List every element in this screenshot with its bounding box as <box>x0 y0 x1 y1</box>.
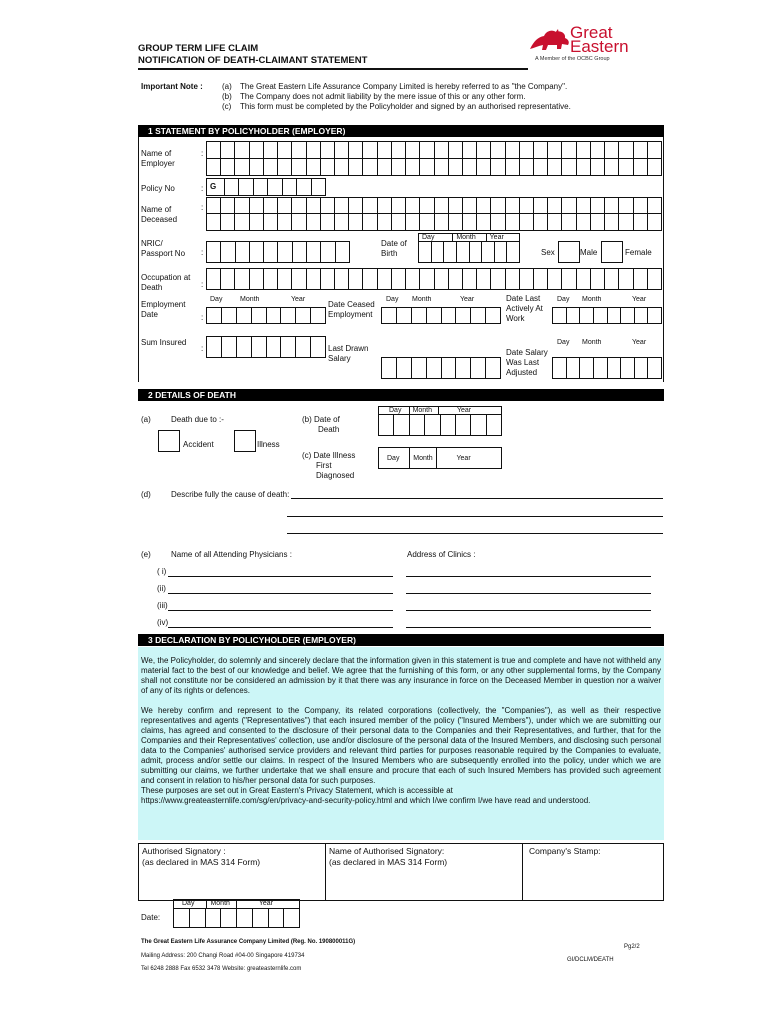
colon: : <box>201 280 204 289</box>
salary-adjusted-header <box>552 339 662 353</box>
colon: : <box>201 203 204 212</box>
day-label: Day <box>182 900 195 907</box>
month-label: Month <box>409 407 438 415</box>
month-label: Month <box>582 339 602 346</box>
sex-label: Sex <box>541 248 555 257</box>
occupation-field[interactable] <box>206 268 662 290</box>
last-salary-l2: Salary <box>328 354 351 363</box>
dob-field[interactable] <box>418 241 520 263</box>
physician-name-line-4[interactable] <box>168 627 393 628</box>
month-label: Month <box>582 296 602 303</box>
day-label: Day <box>557 296 570 303</box>
year-label: Year <box>632 339 647 346</box>
diag-l3: Diagnosed <box>316 471 355 480</box>
deceased-name-row2[interactable] <box>206 213 662 231</box>
footer-company: The Great Eastern Life Assurance Company Limited (Reg. No. 190800011G) <box>141 939 356 945</box>
salary-adjusted-label <box>506 348 548 378</box>
physician-row-1-marker: ( i) <box>157 567 167 576</box>
policy-label: Policy No <box>141 184 175 193</box>
colon: : <box>201 344 204 353</box>
year-label: Year <box>236 900 299 909</box>
occupation-label-l1: Occupation at <box>141 273 191 282</box>
employment-date-field[interactable] <box>206 307 326 324</box>
physician-name-line-1[interactable] <box>168 576 393 577</box>
day-label: Day <box>557 339 570 346</box>
sum-insured-label: Sum Insured <box>141 338 187 347</box>
footer-page: Pg2/2 <box>624 944 640 950</box>
company-stamp-box[interactable] <box>522 843 664 901</box>
declaration-panel <box>138 647 664 840</box>
last-salary-label <box>328 344 368 364</box>
clinic-address-line-4[interactable] <box>406 627 651 628</box>
date-of-death-field[interactable] <box>378 414 502 436</box>
company-stamp-label: Company's Stamp: <box>529 846 601 856</box>
deceased-label <box>141 205 177 225</box>
signatory-name-note: (as declared in MAS 314 Form) <box>329 857 448 867</box>
year-label: Year <box>460 296 475 303</box>
section2-header: 2 DETAILS OF DEATH <box>138 389 664 401</box>
salary-adj-l3: Adjusted <box>506 368 538 377</box>
authorised-signatory-note: (as declared in MAS 314 Form) <box>142 857 261 867</box>
note-c-text: This form must be completed by the Policyholder and signed by an authorised representative. <box>240 102 571 111</box>
e-marker: (e) <box>141 550 151 559</box>
deceased-name-row1[interactable] <box>206 197 662 214</box>
cause-label: Describe fully the cause of death: <box>171 490 290 499</box>
date-last-active-field[interactable] <box>552 307 662 324</box>
brand-name-line2: Eastern <box>570 37 629 56</box>
dob-label-l1: Date of <box>381 239 407 248</box>
note-a-text: The Great Eastern Life Assurance Company Limited is hereby referred to as "the Company". <box>240 82 568 91</box>
section3-header: 3 DECLARATION BY POLICYHOLDER (EMPLOYER) <box>138 634 664 646</box>
salary-adjusted-field[interactable] <box>552 357 662 379</box>
colon: : <box>201 313 204 322</box>
employment-label-l2: Date <box>141 310 158 319</box>
physician-name-line-2[interactable] <box>168 593 393 594</box>
illness-diagnosed-label <box>302 451 355 481</box>
clinic-address-line-2[interactable] <box>406 593 651 594</box>
employer-name-row1[interactable] <box>206 141 662 159</box>
deceased-label-l1: Name of <box>141 205 172 214</box>
employer-label-l2: Employer <box>141 159 175 168</box>
signatory-name-label: Name of Authorised Signatory: <box>329 846 445 856</box>
year-label: Year <box>486 234 519 242</box>
footer-address: Mailing Address: 200 Changi Road #04-00 Singapore 419734 <box>141 953 305 959</box>
date-of-death-label <box>302 415 340 435</box>
a-marker: (a) <box>141 415 151 424</box>
nric-label-l1: NRIC/ <box>141 239 163 248</box>
accident-checkbox[interactable] <box>158 430 180 452</box>
illness-checkbox[interactable] <box>234 430 256 452</box>
illness-diagnosed-field[interactable] <box>378 447 502 469</box>
dod-l1: (b) Date of <box>302 415 340 424</box>
nric-label-l2: Passport No <box>141 249 186 258</box>
d-marker: (d) <box>141 490 151 499</box>
female-label: Female <box>625 248 652 257</box>
nric-label <box>141 239 185 259</box>
declaration-para-3a: These purposes are set out in Great Eastern's Privacy Statement, which is accessible at <box>141 786 453 795</box>
lion-icon <box>528 27 572 55</box>
title-underline <box>138 68 528 70</box>
note-b-marker: (b) <box>222 92 232 101</box>
day-label: Day <box>210 296 223 303</box>
signature-date-label: Date: <box>141 913 161 922</box>
month-label: Month <box>206 900 235 909</box>
physician-name-line-3[interactable] <box>168 610 393 611</box>
year-label: Year <box>438 407 501 415</box>
date-ceased-field[interactable] <box>381 307 501 324</box>
dob-label-l2: Birth <box>381 249 398 258</box>
physician-row-3-marker: (iii) <box>157 601 168 610</box>
nric-field[interactable] <box>206 241 350 263</box>
employment-label-l1: Employment <box>141 300 186 309</box>
salary-adj-l2: Was Last <box>506 358 540 367</box>
note-a-marker: (a) <box>222 82 232 91</box>
cause-line-2[interactable] <box>287 516 663 517</box>
death-due-label: Death due to :- <box>171 415 224 424</box>
form-title <box>138 43 367 67</box>
month-label: Month <box>412 296 432 303</box>
important-note-label: Important Note : <box>141 82 203 91</box>
occupation-label <box>141 273 190 293</box>
footer-contact: Tel 6248 2888 Fax 6532 3478 Website: greateasternlife.com <box>141 966 302 972</box>
declaration-para-2: We hereby confirm and represent to the Company, its related corporations (collectively, the "Companies"), as well as their respective representatives and agents ("Representatives") that each insured member of the policy ("Insured Members"), under which we are submitting our claims, has agreed and consented to the disclosure of their personal data to the Companies and their Representatives, and further, that for the Companies and their Representatives' collection, use and/or disclosure of the personal data of the Insured Members, and disclosing such personal data to the Companies' authorised service providers and relevant third parties for purposes reasonable required by the Companies to evaluate, admit, process and/or settle our claims. In respect of the Insured Members who are subsequently enrolled into the policy, under which we are submitting our claims, we further undertake that we shall ensure and procure that each of such Insured Members has provided such agreement and consent in relation to his/her personal data for such purposes. <box>141 706 661 785</box>
last-active-l2: Actively At <box>506 304 543 313</box>
brand-tagline: A Member of the OCBC Group <box>535 56 610 62</box>
cause-line-1[interactable] <box>291 498 663 499</box>
month-label: Month <box>240 296 260 303</box>
female-checkbox[interactable] <box>601 241 623 263</box>
day-label: Day <box>387 455 400 462</box>
note-c-marker: (c) <box>222 102 232 111</box>
year-label: Year <box>632 296 647 303</box>
signature-date-field[interactable] <box>173 908 300 928</box>
day-label: Day <box>386 296 399 303</box>
colon: : <box>201 149 204 158</box>
deceased-label-l2: Deceased <box>141 215 178 224</box>
accident-label: Accident <box>183 440 214 449</box>
employment-date-label <box>141 300 185 320</box>
section1-header: 1 STATEMENT BY POLICYHOLDER (EMPLOYER) <box>138 125 664 137</box>
cause-line-3[interactable] <box>287 533 663 534</box>
year-label: Year <box>291 296 306 303</box>
dob-label <box>381 239 407 259</box>
physician-row-2-marker: (ii) <box>157 584 166 593</box>
last-active-l3: Work <box>506 314 525 323</box>
date-last-active-label <box>506 294 543 324</box>
title-line1: GROUP TERM LIFE CLAIM <box>138 43 259 54</box>
colon: : <box>201 184 204 193</box>
day-label: Day <box>422 234 435 241</box>
employer-label <box>141 149 175 169</box>
title-line2: NOTIFICATION OF DEATH-CLAIMANT STATEMENT <box>138 55 368 66</box>
employer-name-row2[interactable] <box>206 158 662 176</box>
brand-name-line1: Great <box>570 23 613 42</box>
sum-insured-field[interactable] <box>206 336 326 358</box>
clinic-address-line-1[interactable] <box>406 576 651 577</box>
physicians-label: Name of all Attending Physicians : <box>171 550 292 559</box>
diag-l1: (c) Date Illness <box>302 451 356 460</box>
salary-adj-l1: Date Salary <box>506 348 548 357</box>
date-ceased-l2: Employment <box>328 310 373 319</box>
male-label: Male <box>580 248 598 257</box>
last-salary-field[interactable] <box>381 357 501 379</box>
footer-code: GI/DCLM/DEATH <box>567 957 614 963</box>
physician-row-4-marker: (iv) <box>157 618 169 627</box>
last-salary-l1: Last Drawn <box>328 344 369 353</box>
colon: : <box>201 248 204 257</box>
occupation-label-l2: Death <box>141 283 163 292</box>
policy-number-field[interactable] <box>206 178 326 196</box>
last-active-l1: Date Last <box>506 294 541 303</box>
employer-label-l1: Name of <box>141 149 172 158</box>
authorised-signatory-label: Authorised Signatory : <box>142 846 226 856</box>
clinic-address-line-3[interactable] <box>406 610 651 611</box>
male-checkbox[interactable] <box>558 241 580 263</box>
illness-label: Illness <box>257 440 280 449</box>
policy-prefix: G <box>210 182 217 191</box>
year-label: Year <box>436 448 502 468</box>
declaration-para-1: We, the Policyholder, do solemnly and sincerely declare that the information given in this statement is true and complete and have not withheld any material fact to the best of our knowledge and belief. We agree that the furnishing of this form, or any other supplemental forms, by the Company shall not constitute nor be considered an admission by it that there was any insurance in force on the Deceased Member in question nor a waiver of any of its rights or defences. <box>141 656 661 695</box>
date-ceased-l1: Date Ceased <box>328 300 375 309</box>
month-label: Month <box>409 448 435 468</box>
clinics-label: Address of Clinics : <box>407 550 476 559</box>
signatory-name-box[interactable] <box>325 843 523 901</box>
note-b-text: The Company does not admit liability by the mere issue of this or any other form. <box>240 92 526 101</box>
authorised-signatory-box[interactable] <box>138 843 326 901</box>
diag-l2: First <box>316 461 332 470</box>
date-ceased-label <box>328 300 375 320</box>
declaration-para-3b: https://www.greateasternlife.com/sg/en/privacy-and-security-policy.html and which I/we confirm I/we have read and understood. <box>141 796 591 805</box>
dod-l2: Death <box>318 425 340 434</box>
day-label: Day <box>389 407 402 414</box>
month-label: Month <box>452 234 485 242</box>
